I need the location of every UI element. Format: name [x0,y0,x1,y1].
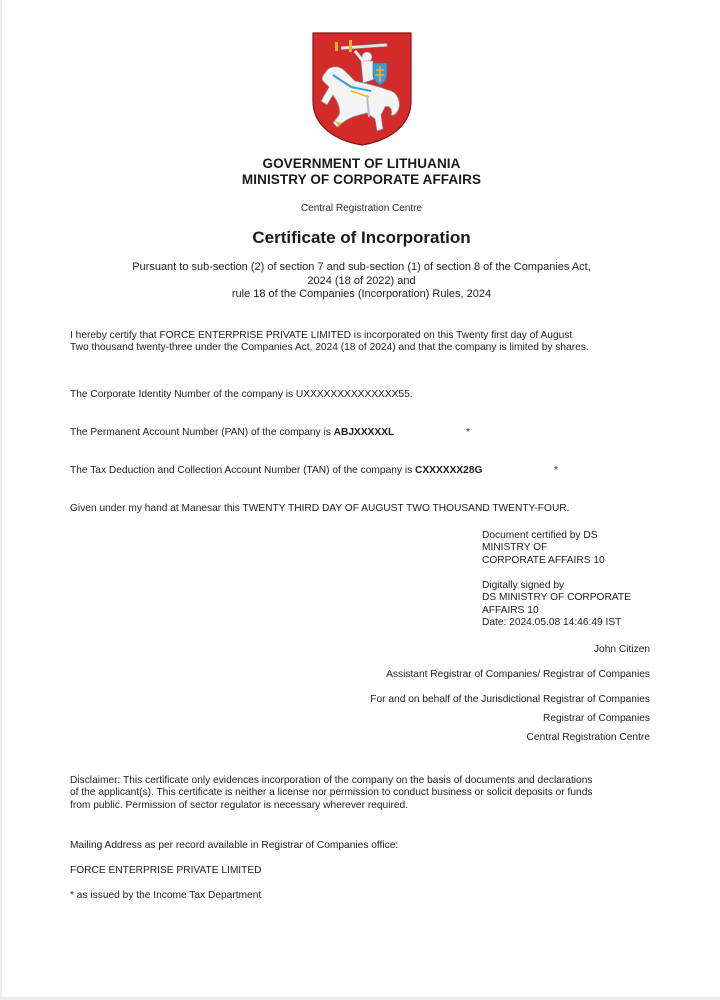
footnote: * as issued by the Income Tax Department [70,890,262,901]
digital-signature-block [482,580,631,630]
tan-label: The Tax Deduction and Collection Account Number (TAN) of the company is [70,465,416,476]
certified-line-1: Document certified by DS [482,530,598,541]
mailing-address-company: FORCE ENTERPRISE PRIVATE LIMITED [70,865,262,876]
tan-value: CXXXXXX28G [415,465,483,476]
pan-asterisk: * [466,427,470,438]
certificate-page [1,0,720,997]
signatory-office: Registrar of Companies [542,713,650,724]
given-statement: Given under my hand at Manesar this TWENTY THIRD DAY OF AUGUST TWO THOUSAND TWENTY-FOUR. [70,503,570,514]
certified-line-2: MINISTRY OF [482,542,548,554]
signatory-role: Assistant Registrar of Companies/ Registrar of Companies [386,669,650,680]
signed-line-2: DS MINISTRY OF CORPORATE [482,592,631,604]
pursuant-clause [2,261,720,302]
disclaimer-line-2: of the applicant(s). This certificate is neither a license nor permission to conduct business or solicit deposits or funds [70,787,593,799]
pursuant-line-2: 2024 (18 of 2022) and [307,274,416,287]
signed-line-1: Digitally signed by [482,580,565,591]
cin-statement: The Corporate Identity Number of the company is UXXXXXXXXXXXXXX55. [70,389,413,400]
document-title: Certificate of Incorporation [252,228,471,247]
pursuant-line-3: rule 18 of the Companies (Incorporation) Rules, 2024 [231,288,492,300]
certify-line-1: I hereby certify that FORCE ENTERPRISE PRIVATE LIMITED is incorporated on this Twenty first day of August [70,330,573,341]
certification-statement [70,330,660,355]
tan-statement [70,465,660,477]
certify-line-2: Two thousand twenty-three under the Companies Act, 2024 (18 of 2024) and that the company is limited by shares. [70,342,589,354]
certified-line-3: CORPORATE AFFAIRS 10 [482,554,605,566]
disclaimer [70,775,660,812]
pursuant-line-1: Pursuant to sub-section (2) of section 7 and sub-section (1) of section 8 of the Companies Act, [132,261,591,273]
government-name: GOVERNMENT OF LITHUANIA [262,156,461,171]
signed-line-3: AFFAIRS 10 [482,604,539,616]
lithuania-coat-of-arms-icon [311,31,413,147]
pan-statement [70,427,660,439]
pan-value: ABJXXXXXL [333,427,395,438]
pan-label: The Permanent Account Number (PAN) of the company is [70,427,334,438]
document-certified-block [482,530,605,567]
disclaimer-line-1: Disclaimer: This certificate only evidences incorporation of the company on the basis of documents and declarations [70,775,593,786]
disclaimer-line-3: from public. Permission of sector regulator is necessary wherever required. [70,799,409,811]
signatory-name: John Citizen [593,644,650,655]
header-government [2,156,720,188]
signed-date: Date: 2024.05.08 14:46:49 IST [482,617,622,629]
signatory-behalf: For and on behalf of the Jurisdictional Registrar of Companies [370,694,650,705]
registration-centre: Central Registration Centre [300,203,423,214]
signatory-centre: Central Registration Centre [526,732,650,743]
ministry-name: MINISTRY OF CORPORATE AFFAIRS [241,172,482,187]
tan-asterisk: * [554,465,558,476]
mailing-address-label: Mailing Address as per record available in Registrar of Companies office: [70,840,399,851]
